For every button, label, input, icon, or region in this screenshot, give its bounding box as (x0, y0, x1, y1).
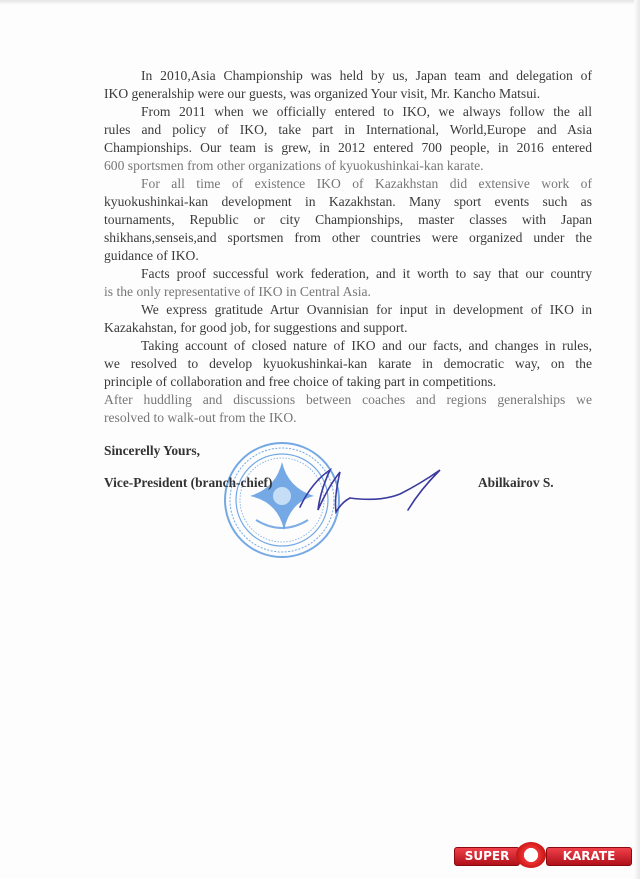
letter-line: rules and policy of IKO, take part in International, World,Europe and Asia (104, 122, 592, 137)
letter-line: In 2010,Asia Championship was held by us, Japan team and delegation of (141, 68, 592, 83)
letter-line: Taking account of closed nature of IKO and our facts, and changes in rules, (141, 338, 592, 353)
scan-top-edge (0, 0, 640, 5)
letter-line: kyuokushinkai-kan development in Kazakhstan. Many sport events such as (104, 194, 592, 209)
letter-line: tournaments, Republic or city Championships, master classes with Japan (104, 212, 592, 227)
signatory-name: Abilkairov S. (478, 475, 554, 490)
letter-line: We express gratitude Artur Ovannisian for input in development of IKO in (141, 302, 592, 317)
letter-line: From 2011 when we officially entered to IKO, we always follow the all (141, 104, 592, 119)
logo-right-text: KARATE (546, 847, 632, 866)
letter-line: For all time of existence IKO of Kazakhstan did extensive work of (141, 176, 592, 191)
letter-line: is the only representative of IKO in Central Asia. (104, 284, 371, 299)
letter-line: After huddling and discussions between coaches and regions generalships we (104, 392, 592, 407)
letter-line: resolved to walk-out from the IKO. (104, 410, 297, 425)
signatory-position: Vice-President (branch-chief) (104, 475, 273, 490)
letter-line: shikhans,senseis,and sportsmen from other countries were organized under the (104, 230, 592, 245)
letter-line: principle of collaboration and free choice of taking part in competitions. (104, 374, 497, 389)
letter-line: IKO generalship were our guests, was organized Your visit, Mr. Kancho Matsui. (104, 86, 541, 101)
superkarate-watermark-logo (454, 842, 634, 868)
scan-right-edge (634, 0, 640, 879)
letter-line: Kazakahstan, for good job, for suggestions and support. (104, 320, 408, 335)
letter-line: 600 sportsmen from other organizations of kyuokushinkai-kan karate. (104, 158, 484, 173)
salutation: Sincerelly Yours, (104, 443, 200, 458)
letter-line: guidance of IKO. (104, 248, 199, 263)
handwritten-signature-icon (290, 462, 460, 522)
fist-icon (516, 842, 546, 868)
letter-line: we resolved to develop kyuokushinkai-kan karate in democratic way, on the (104, 356, 592, 371)
letter-line: Facts proof successful work federation, and it worth to say that our country (141, 266, 592, 281)
logo-left-text: SUPER (454, 847, 520, 866)
letter-line: Championships. Our team is grew, in 2012 entered 700 people, in 2016 entered (104, 140, 592, 155)
